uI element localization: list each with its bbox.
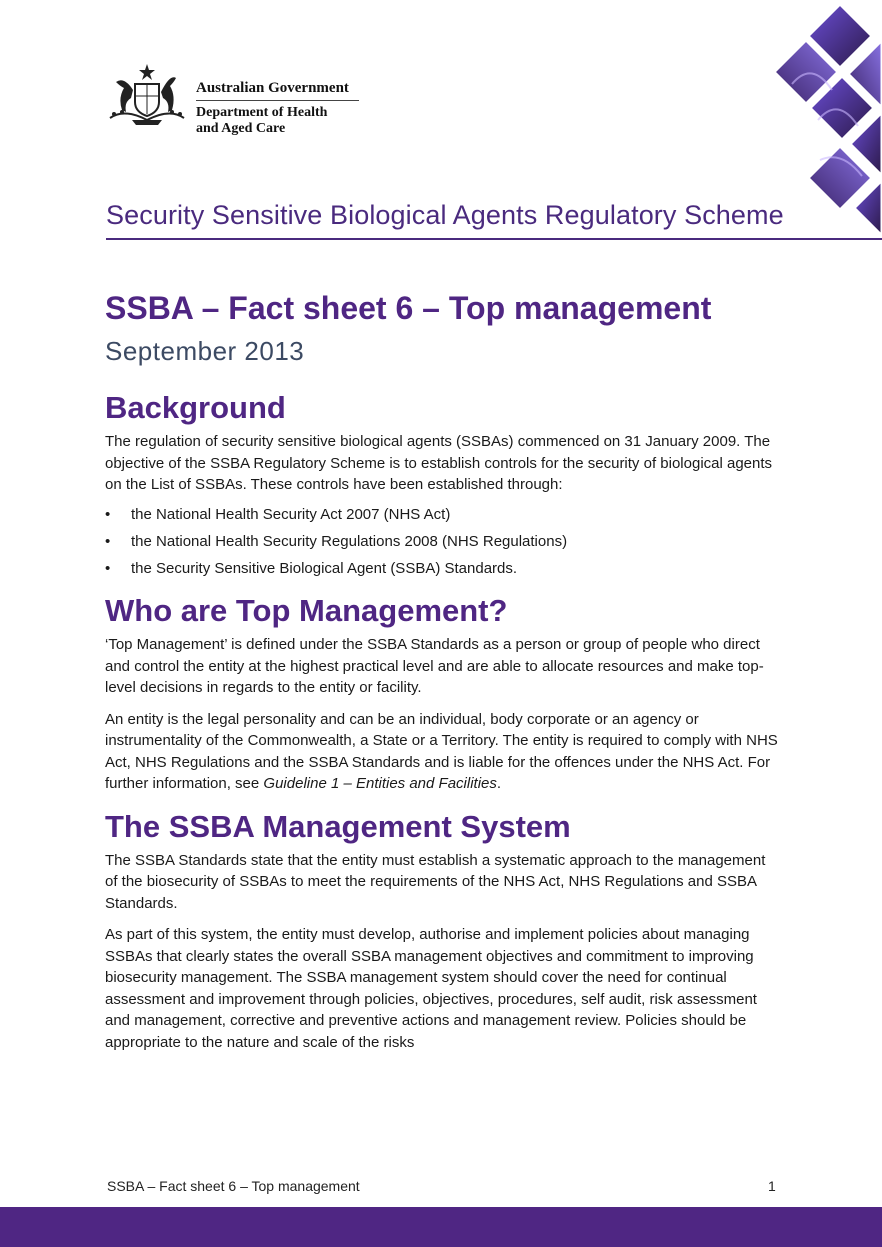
footer-bar (0, 1207, 882, 1247)
coat-of-arms-logo (104, 62, 190, 128)
top-management-definition: ‘Top Management’ is defined under the SSBA Standards as a person or group of people who direct and control the entity at the highest practical level and are able to allocate resources and make top-level decisions in regards to the entity or facility. (105, 636, 764, 696)
background-intro: The regulation of security sensitive biological agents (SSBAs) commenced on 31 January 2009. The objective of the SSBA Regulatory Scheme is to establish controls for the security of biological agents on the List of SSBAs. These controls have been established through: (105, 433, 773, 493)
guideline-reference: Guideline 1 – Entities and Facilities (263, 775, 497, 792)
document-body (105, 288, 781, 1053)
entity-definition-text: An entity is the legal personality and can be an individual, body corporate or an agency or instrumentality of the Commonwealth, a State or a Territory. The entity is required to comply with NHS Act, NHS Regulations and the SSBA Standards and is liable for the offences under the NHS Act. For further information, see (105, 710, 778, 792)
legislation-list (105, 504, 781, 580)
document-title: SSBA – Fact sheet 6 – Top management (105, 290, 712, 326)
management-system-policies: As part of this system, the entity must develop, authorise and implement policies about managing SSBAs that clearly states the overall SSBA management objectives and commitment to improving biosecurity management. The SSBA management system should cover the need for continual assessment and improvement through policies, objectives, procedures, self audit, risk assessment and management, corrective and preventive actions and management review. Policies should be appropriate to the nature and scale of the risks (105, 926, 757, 1051)
footer-document-name: SSBA – Fact sheet 6 – Top management (107, 1178, 360, 1194)
department-name-line2: and Aged Care (196, 121, 286, 136)
header-divider (106, 238, 882, 240)
entity-definition (105, 709, 781, 795)
document-date: September 2013 (105, 336, 305, 366)
page-number: 1 (768, 1178, 776, 1194)
section-heading-management-system: The SSBA Management System (105, 808, 571, 844)
list-item: • the Security Sensitive Biological Agent (SSBA) Standards. (105, 558, 781, 580)
government-branding (196, 79, 359, 137)
list-item: • the National Health Security Regulations 2008 (NHS Regulations) (105, 531, 781, 553)
government-name: Australian Government (196, 79, 359, 101)
list-item: • the National Health Security Act 2007 (NHS Act) (105, 504, 781, 526)
scheme-title: Security Sensitive Biological Agents Regulatory Scheme (106, 200, 784, 230)
entity-definition-end: . (496, 775, 502, 792)
management-system-intro: The SSBA Standards state that the entity must establish a systematic approach to the management of the biosecurity of SSBAs to meet the requirements of the NHS Act, NHS Regulations and SSBA Standards. (105, 851, 766, 912)
section-heading-top-management: Who are Top Management? (105, 593, 508, 628)
section-heading-background: Background (105, 390, 286, 425)
department-name-line1: Department of Health (196, 105, 328, 120)
